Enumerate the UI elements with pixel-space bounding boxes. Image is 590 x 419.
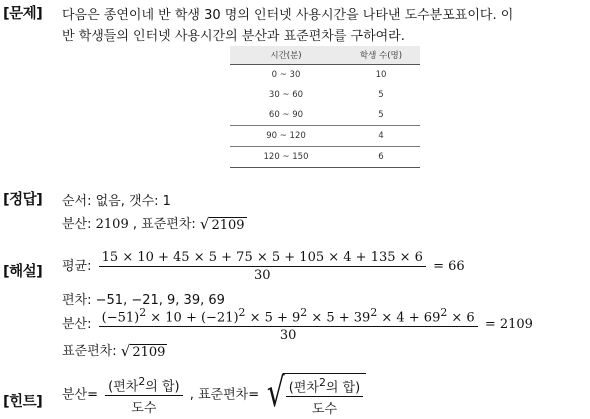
- table-row: [230, 105, 420, 126]
- answer-sd-value: 2109: [211, 217, 245, 233]
- problem-text-line-1: 다음은 종연이네 반 학생 30 명의 인터넷 사용시간을 나타낸 도수분포표이다. 이: [62, 8, 514, 23]
- solution-variance: [62, 306, 533, 343]
- table-row: [230, 126, 420, 147]
- solution-sd: [62, 340, 167, 360]
- sqrt-symbol: √ 2109: [120, 341, 166, 360]
- deviation-line: 편차: −51, −21, 9, 39, 69: [62, 293, 225, 308]
- hint-content: [62, 370, 366, 418]
- hint-variance-label: 분산=: [62, 387, 99, 403]
- table-row: [230, 85, 420, 105]
- variance-result: = 2109: [484, 317, 533, 333]
- sqrt-symbol: √ 2109: [199, 214, 245, 233]
- table-cell-range: 90 ~ 120: [230, 126, 342, 147]
- solution-mean: [62, 250, 465, 283]
- answer-variance-sd: [62, 213, 247, 233]
- table-cell-count: 6: [342, 147, 420, 168]
- table-cell-range: 60 ~ 90: [268, 110, 304, 120]
- answer-variance-label: 분산:: [62, 217, 92, 232]
- big-sqrt-symbol: √ $\frac{(편차^2의 합)}{\text{도수}}$: [263, 373, 366, 417]
- table-row: [230, 147, 420, 168]
- solution-tag: [해설]: [3, 264, 43, 280]
- table-header-count: 학생 수(명): [342, 46, 420, 65]
- hint-sd-frac-numerator: (편차$^2$의 합): [286, 376, 363, 397]
- hint-variance-fraction: [105, 375, 182, 416]
- mean-numerator: 15 × 10 + 45 × 5 + 75 × 5 + 105 × 4 + 135 × 6: [99, 250, 426, 267]
- table-row: [230, 65, 420, 86]
- variance-fraction: [99, 306, 478, 343]
- mean-fraction: [99, 250, 426, 283]
- problem-tag: [문제]: [3, 6, 43, 22]
- hint-tag: [힌트]: [3, 394, 43, 410]
- hint-sd-frac-denominator: 도수: [311, 402, 338, 418]
- answer-sd-label: , 표준편차:: [132, 217, 196, 232]
- mean-denominator: 30: [254, 268, 271, 283]
- answer-variance-value: 2109: [95, 217, 129, 232]
- frequency-table: [230, 46, 420, 168]
- sd-value: 2109: [132, 344, 166, 360]
- answer-order-count: 순서: 없음, 갯수: 1: [62, 194, 171, 209]
- table-cell-range: 0 ~ 30: [271, 70, 301, 80]
- variance-label: 분산:: [62, 317, 92, 333]
- problem-text-line-2: 반 학생들의 인터넷 사용시간의 분산과 표준편차를 구하여라.: [62, 29, 405, 44]
- table-cell-range: 30 ~ 60: [268, 90, 304, 100]
- variance-numerator: $(-51)^2 \times 10 + (-21)^2 \times 5 + 9^2 \times 5 + 39^2 \times 4 + 69^2 \times 6$: [99, 306, 478, 327]
- hint-frac-numerator: (편차$^2$의 합): [105, 375, 182, 396]
- table-cell-count: 5: [378, 110, 384, 120]
- table-cell-range: 120 ~ 150: [230, 147, 342, 168]
- mean-label: 평균:: [62, 259, 92, 274]
- table-header-time: 시간(분): [230, 46, 342, 65]
- mean-result: = 66: [433, 259, 465, 274]
- hint-frac-denominator: 도수: [131, 400, 157, 416]
- table-cell-count: 5: [378, 90, 384, 100]
- hint-sd-fraction: [286, 376, 363, 417]
- variance-denominator: 30: [279, 328, 297, 344]
- table-cell-count: 10: [375, 70, 387, 80]
- answer-tag: [정답]: [3, 192, 43, 208]
- hint-sd-label: , 표준편차=: [189, 387, 260, 403]
- table-cell-count: 4: [342, 126, 420, 147]
- sd-label: 표준편차:: [62, 344, 117, 359]
